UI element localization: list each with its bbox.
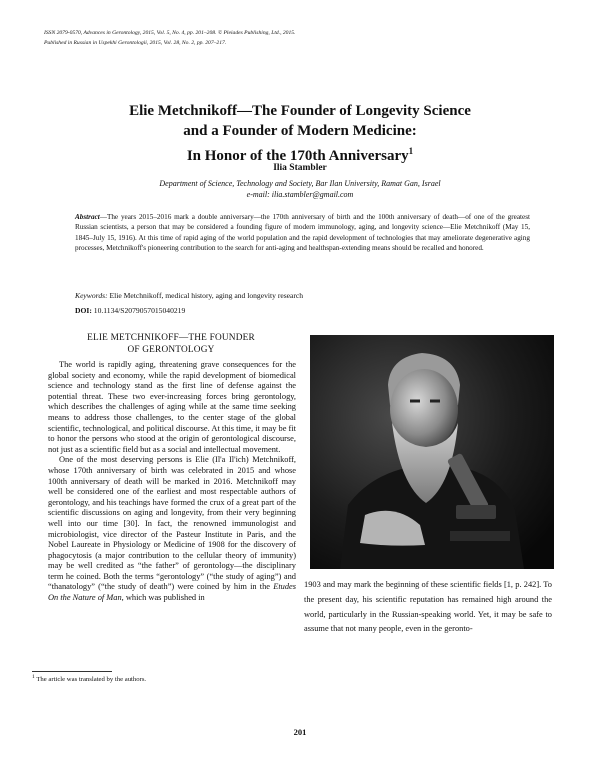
doi-label: DOI: <box>75 306 92 315</box>
footnote <box>32 674 294 683</box>
body-paragraph-2-start: One of the most deserving persons is Elie (Il'a Il'ich) Metchnikoff, whose 170th anniversary of birth was celebrated in 2015 and whose 100th anniversary of death will be marked in 2016. Metchnikoff may well be considered one of the earliest and most respectable authors of gerontology, and his teachings have formed the crux of a great part of the scientific discussions on aging and longevity, from their very beginning well into our time [30]. In fact, the renowned immunologist and microbiologist, vice director of the Pasteur Institute in Paris, and the Nobel Laureate in Physiology or Medicine of 1908 for the discovery of phagocytosis (a major contribution to the cellular theory of immunity) may be well credited as “the father” of gerontology—the disciplinary term he coined. Both the terms “gerontology” (“the study of aging”) and “thanatology” (“the study of death”) were coined by him in the <box>48 455 296 592</box>
body-column-right <box>304 578 552 637</box>
body-paragraph-3: 1903 and may mark the beginning of these scientific fields [1, p. 242]. To the present day, his scientific reputation has remained high around the world, particularly in the Russian-speaking world. Yet, it may be safe to assume that not many people, even in the geronto- <box>304 580 552 634</box>
title-line3-text: In Honor of the 170th Anniversary <box>186 148 409 164</box>
body-column-left <box>48 360 296 604</box>
page-number: 201 <box>293 727 307 737</box>
portrait-photo <box>310 335 554 569</box>
article-title <box>60 101 540 166</box>
book-title: Etudes On the Nature of Man <box>48 582 296 603</box>
body-paragraph-2-end: , which was published in <box>121 593 205 603</box>
keywords-label: Keywords: <box>75 291 108 300</box>
title-line1: Elie Metchnikoff—The Founder of Longevity Science <box>129 103 471 119</box>
journal-header-line2: Published in Russian in Uspekhi Gerontologii, 2015, Vol. 28, No. 2, pp. 207–217. <box>44 39 227 46</box>
doi-value: 10.1134/S2079057015040219 <box>91 306 186 315</box>
section-heading-line1: ELIE METCHNIKOFF—THE FOUNDER <box>87 333 255 343</box>
section-heading <box>46 333 296 356</box>
footnote-divider <box>32 671 112 672</box>
footnote-mark: 1 <box>32 674 35 680</box>
portrait-illustration <box>310 335 554 569</box>
author-name: Ilia Stambler <box>273 163 327 173</box>
affiliation <box>60 178 540 200</box>
abstract-label: Abstract <box>75 213 100 221</box>
doi <box>75 306 530 315</box>
keywords <box>75 291 530 300</box>
journal-header-line1: ISSN 2079-0570, Advances in Gerontology, 2015, Vol. 5, No. 4, pp. 201–208. © Pleiades Publishing, Ltd., 2015. <box>44 30 296 36</box>
title-line2: and a Founder of Modern Medicine: <box>183 123 417 139</box>
author-email: e-mail: ilia.stambler@gmail.com <box>246 190 354 199</box>
body-paragraph-2 <box>48 455 296 603</box>
affiliation-department: Department of Science, Technology and Society, Bar Ilan University, Ramat Gan, Israel <box>159 179 441 188</box>
abstract <box>75 212 530 253</box>
title-footnote-mark: 1 <box>408 146 414 156</box>
journal-header <box>44 29 564 48</box>
section-heading-line2: OF GERONTOLOGY <box>127 344 215 355</box>
keywords-text: Elie Metchnikoff, medical history, aging and longevity research <box>107 291 304 300</box>
footnote-text: The article was translated by the authors. <box>34 676 147 684</box>
abstract-text: —The years 2015–2016 mark a double anniversary—the 170th anniversary of birth and the 100th anniversary of death—of one of the greatest Russian scientists, a person that may be considered a founding figure of modern immunology, aging, and longevity science—Elie Metchnikoff (May 15, 1845–July 15, 1916). At this time of rapid aging of the world population and the rapid development of technologies that may ameliorate degenerative aging processes, Metchnikoff's pioneering contribution to the search for anti-aging and healthspan-extending means should be recalled and honored. <box>75 213 530 252</box>
body-paragraph-1: The world is rapidly aging, threatening grave consequences for the global society and economy, while the rapid development of biomedical science and technology stand as the first line of defense against the potential threat. These two ever-increasing forces bring gerontology, which describes the challenges of aging while at the same time seeking means to address those challenges, to the center stage of the global scientific, technological, and political discourse. At this time, it may be fit to honor the persons who stood at the origin of gerontological discourse, not just as a scientific field but as a social and intellectual movement. <box>48 360 296 454</box>
